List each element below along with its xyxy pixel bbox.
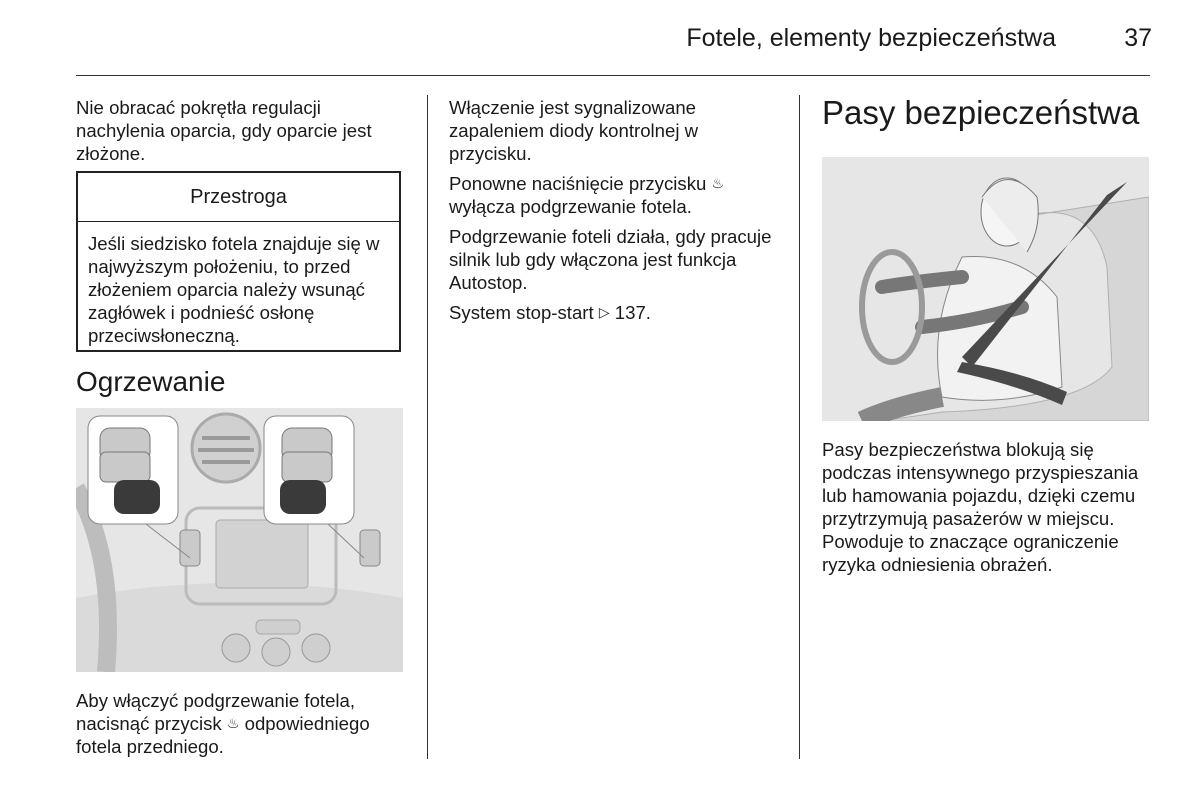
intro-paragraph: Nie obracać pokrętła regulacji nachylenia oparcia, gdy oparcie jest złożone. bbox=[76, 97, 372, 164]
led-paragraph: Włączenie jest sygnalizowane zapaleniem diody kontrolnej w przycisku. bbox=[449, 97, 699, 164]
caution-title: Przestroga bbox=[78, 173, 399, 222]
heating-instruction-b: odpowiedniego fotela przedniego. bbox=[76, 713, 370, 757]
heating-instruction bbox=[76, 689, 406, 765]
stop-start-reference-b: 137. bbox=[614, 302, 651, 323]
caution-text: Jeśli siedzisko fotela znajduje się w najwyższym położeniu, to przed złożeniem oparcia należy wsunąć zagłówek i podnieść osłonę przeciwsłoneczną. bbox=[88, 233, 380, 346]
header-rule bbox=[76, 75, 1150, 76]
section-heading-seat-belts: Pasy bezpieczeństwa bbox=[822, 94, 1140, 131]
column-divider bbox=[427, 95, 428, 759]
arrow-reference-icon: ▷ bbox=[598, 304, 610, 320]
column-divider bbox=[799, 95, 800, 759]
caution-box bbox=[76, 171, 401, 352]
seat-heating-illustration bbox=[76, 408, 403, 672]
section-heading-heating: Ogrzewanie bbox=[76, 366, 226, 397]
seat-belt-illustration bbox=[822, 157, 1149, 421]
switch-off-paragraph-b: wyłącza podgrzewanie fotela. bbox=[449, 196, 692, 217]
switch-off-paragraph-a: Ponowne naciśnięcie przycisku bbox=[449, 173, 707, 194]
seat-heat-icon: ♨ bbox=[226, 715, 240, 731]
seat-heat-icon: ♨ bbox=[711, 175, 725, 191]
seat-belt-paragraph: Pasy bezpieczeństwa blokują się podczas intensywnego przyspieszania lub hamowania pojazdu, dzięki czemu przytrzymują pasażerów w miejscu. Powoduje to znaczące ograniczenie ryzyka odniesienia obrażeń. bbox=[822, 439, 1139, 575]
column-1-intro bbox=[76, 96, 406, 172]
running-header-title: Fotele, elementy bezpieczeństwa bbox=[686, 24, 1056, 52]
stop-start-reference-a: System stop-start bbox=[449, 302, 594, 323]
operation-paragraph: Podgrzewanie foteli działa, gdy pracuje silnik lub gdy włączona jest funkcja Autostop. bbox=[449, 226, 772, 293]
heating-instruction-a: Aby włączyć podgrzewanie fotela, nacisnąć przycisk bbox=[76, 690, 356, 734]
seat-belt-description bbox=[822, 438, 1152, 583]
page-number: 37 bbox=[1124, 24, 1152, 52]
column-2 bbox=[449, 96, 784, 331]
